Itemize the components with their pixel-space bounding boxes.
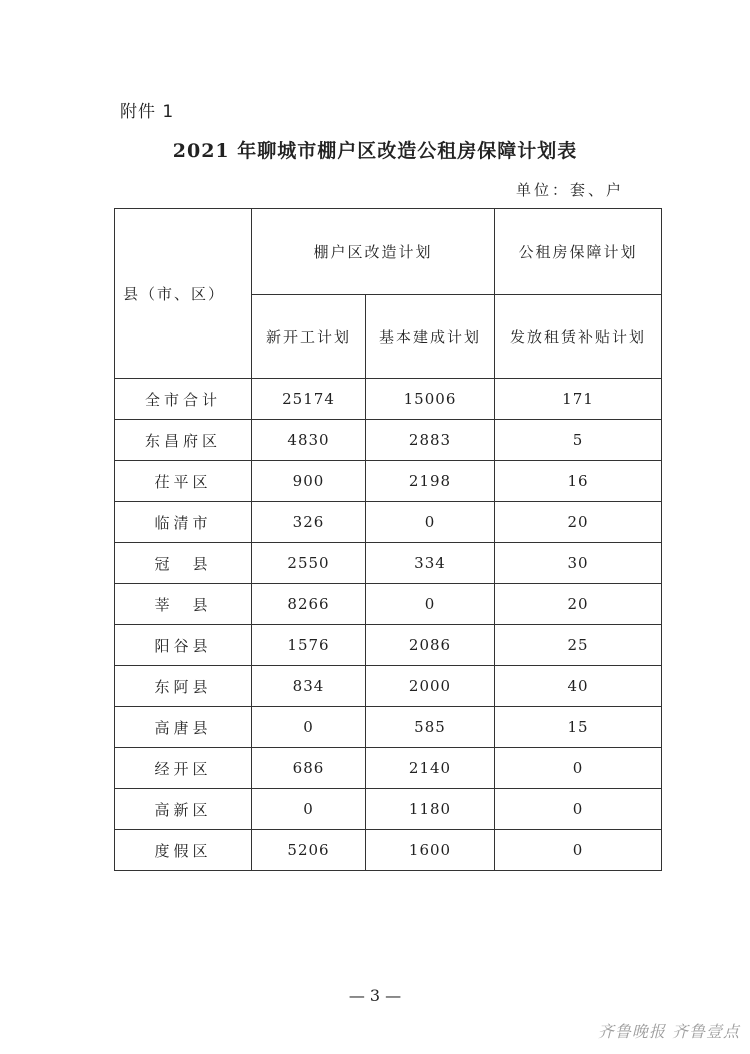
new-start-value: 5206 [252,830,366,871]
plan-table [114,208,662,871]
header-subsidy: 发放租赁补贴计划 [495,295,662,379]
subsidy-value: 25 [495,625,662,666]
unit-label: 单位：套、户 [515,181,624,199]
new-start-value: 8266 [252,584,366,625]
basic-build-value: 0 [366,502,495,543]
table-row [115,461,662,502]
subsidy-value: 0 [495,830,662,871]
table-row [115,543,662,584]
subsidy-value: 20 [495,584,662,625]
new-start-value: 0 [252,707,366,748]
region-name: 度假区 [115,830,252,871]
region-name: 阳谷县 [115,625,252,666]
region-name: 冠 县 [115,543,252,584]
subsidy-value: 16 [495,461,662,502]
new-start-value: 2550 [252,543,366,584]
subsidy-value: 5 [495,420,662,461]
subsidy-value: 20 [495,502,662,543]
basic-build-value: 585 [366,707,495,748]
region-name: 东昌府区 [115,420,252,461]
new-start-value: 1576 [252,625,366,666]
subsidy-value: 0 [495,789,662,830]
basic-build-value: 2883 [366,420,495,461]
table-row [115,502,662,543]
new-start-value: 326 [252,502,366,543]
region-name: 东阿县 [115,666,252,707]
new-start-value: 686 [252,748,366,789]
subsidy-value: 40 [495,666,662,707]
basic-build-value: 2198 [366,461,495,502]
region-name: 茌平区 [115,461,252,502]
header-shanty-group: 棚户区改造计划 [252,209,495,295]
header-basic-build: 基本建成计划 [366,295,495,379]
table-header-row [115,209,662,295]
region-name: 高唐县 [115,707,252,748]
page-number: — 3 — [348,986,402,1005]
new-start-value: 4830 [252,420,366,461]
region-name: 全市合计 [115,379,252,420]
basic-build-value: 0 [366,584,495,625]
new-start-value: 900 [252,461,366,502]
new-start-value: 834 [252,666,366,707]
header-new-start: 新开工计划 [252,295,366,379]
region-name: 临清市 [115,502,252,543]
header-region: 县（市、区） [115,209,252,379]
header-rental-group: 公租房保障计划 [495,209,662,295]
table-row [115,420,662,461]
subsidy-value: 0 [495,748,662,789]
watermark: 齐鲁晚报 齐鲁壹点 [597,1022,740,1041]
basic-build-value: 2140 [366,748,495,789]
table-row [115,666,662,707]
new-start-value: 0 [252,789,366,830]
table-row [115,379,662,420]
attachment-label: 附件 1 [120,102,175,122]
table-row [115,748,662,789]
table-row [115,830,662,871]
table-row [115,625,662,666]
region-name: 莘 县 [115,584,252,625]
subsidy-value: 15 [495,707,662,748]
subsidy-value: 171 [495,379,662,420]
basic-build-value: 2086 [366,625,495,666]
basic-build-value: 334 [366,543,495,584]
region-name: 经开区 [115,748,252,789]
document-title: 2021 年聊城市棚户区改造公租房保障计划表 [172,140,578,162]
basic-build-value: 1180 [366,789,495,830]
table-row [115,584,662,625]
subsidy-value: 30 [495,543,662,584]
region-name: 高新区 [115,789,252,830]
table-row [115,707,662,748]
basic-build-value: 1600 [366,830,495,871]
basic-build-value: 2000 [366,666,495,707]
table-row [115,789,662,830]
new-start-value: 25174 [252,379,366,420]
basic-build-value: 15006 [366,379,495,420]
